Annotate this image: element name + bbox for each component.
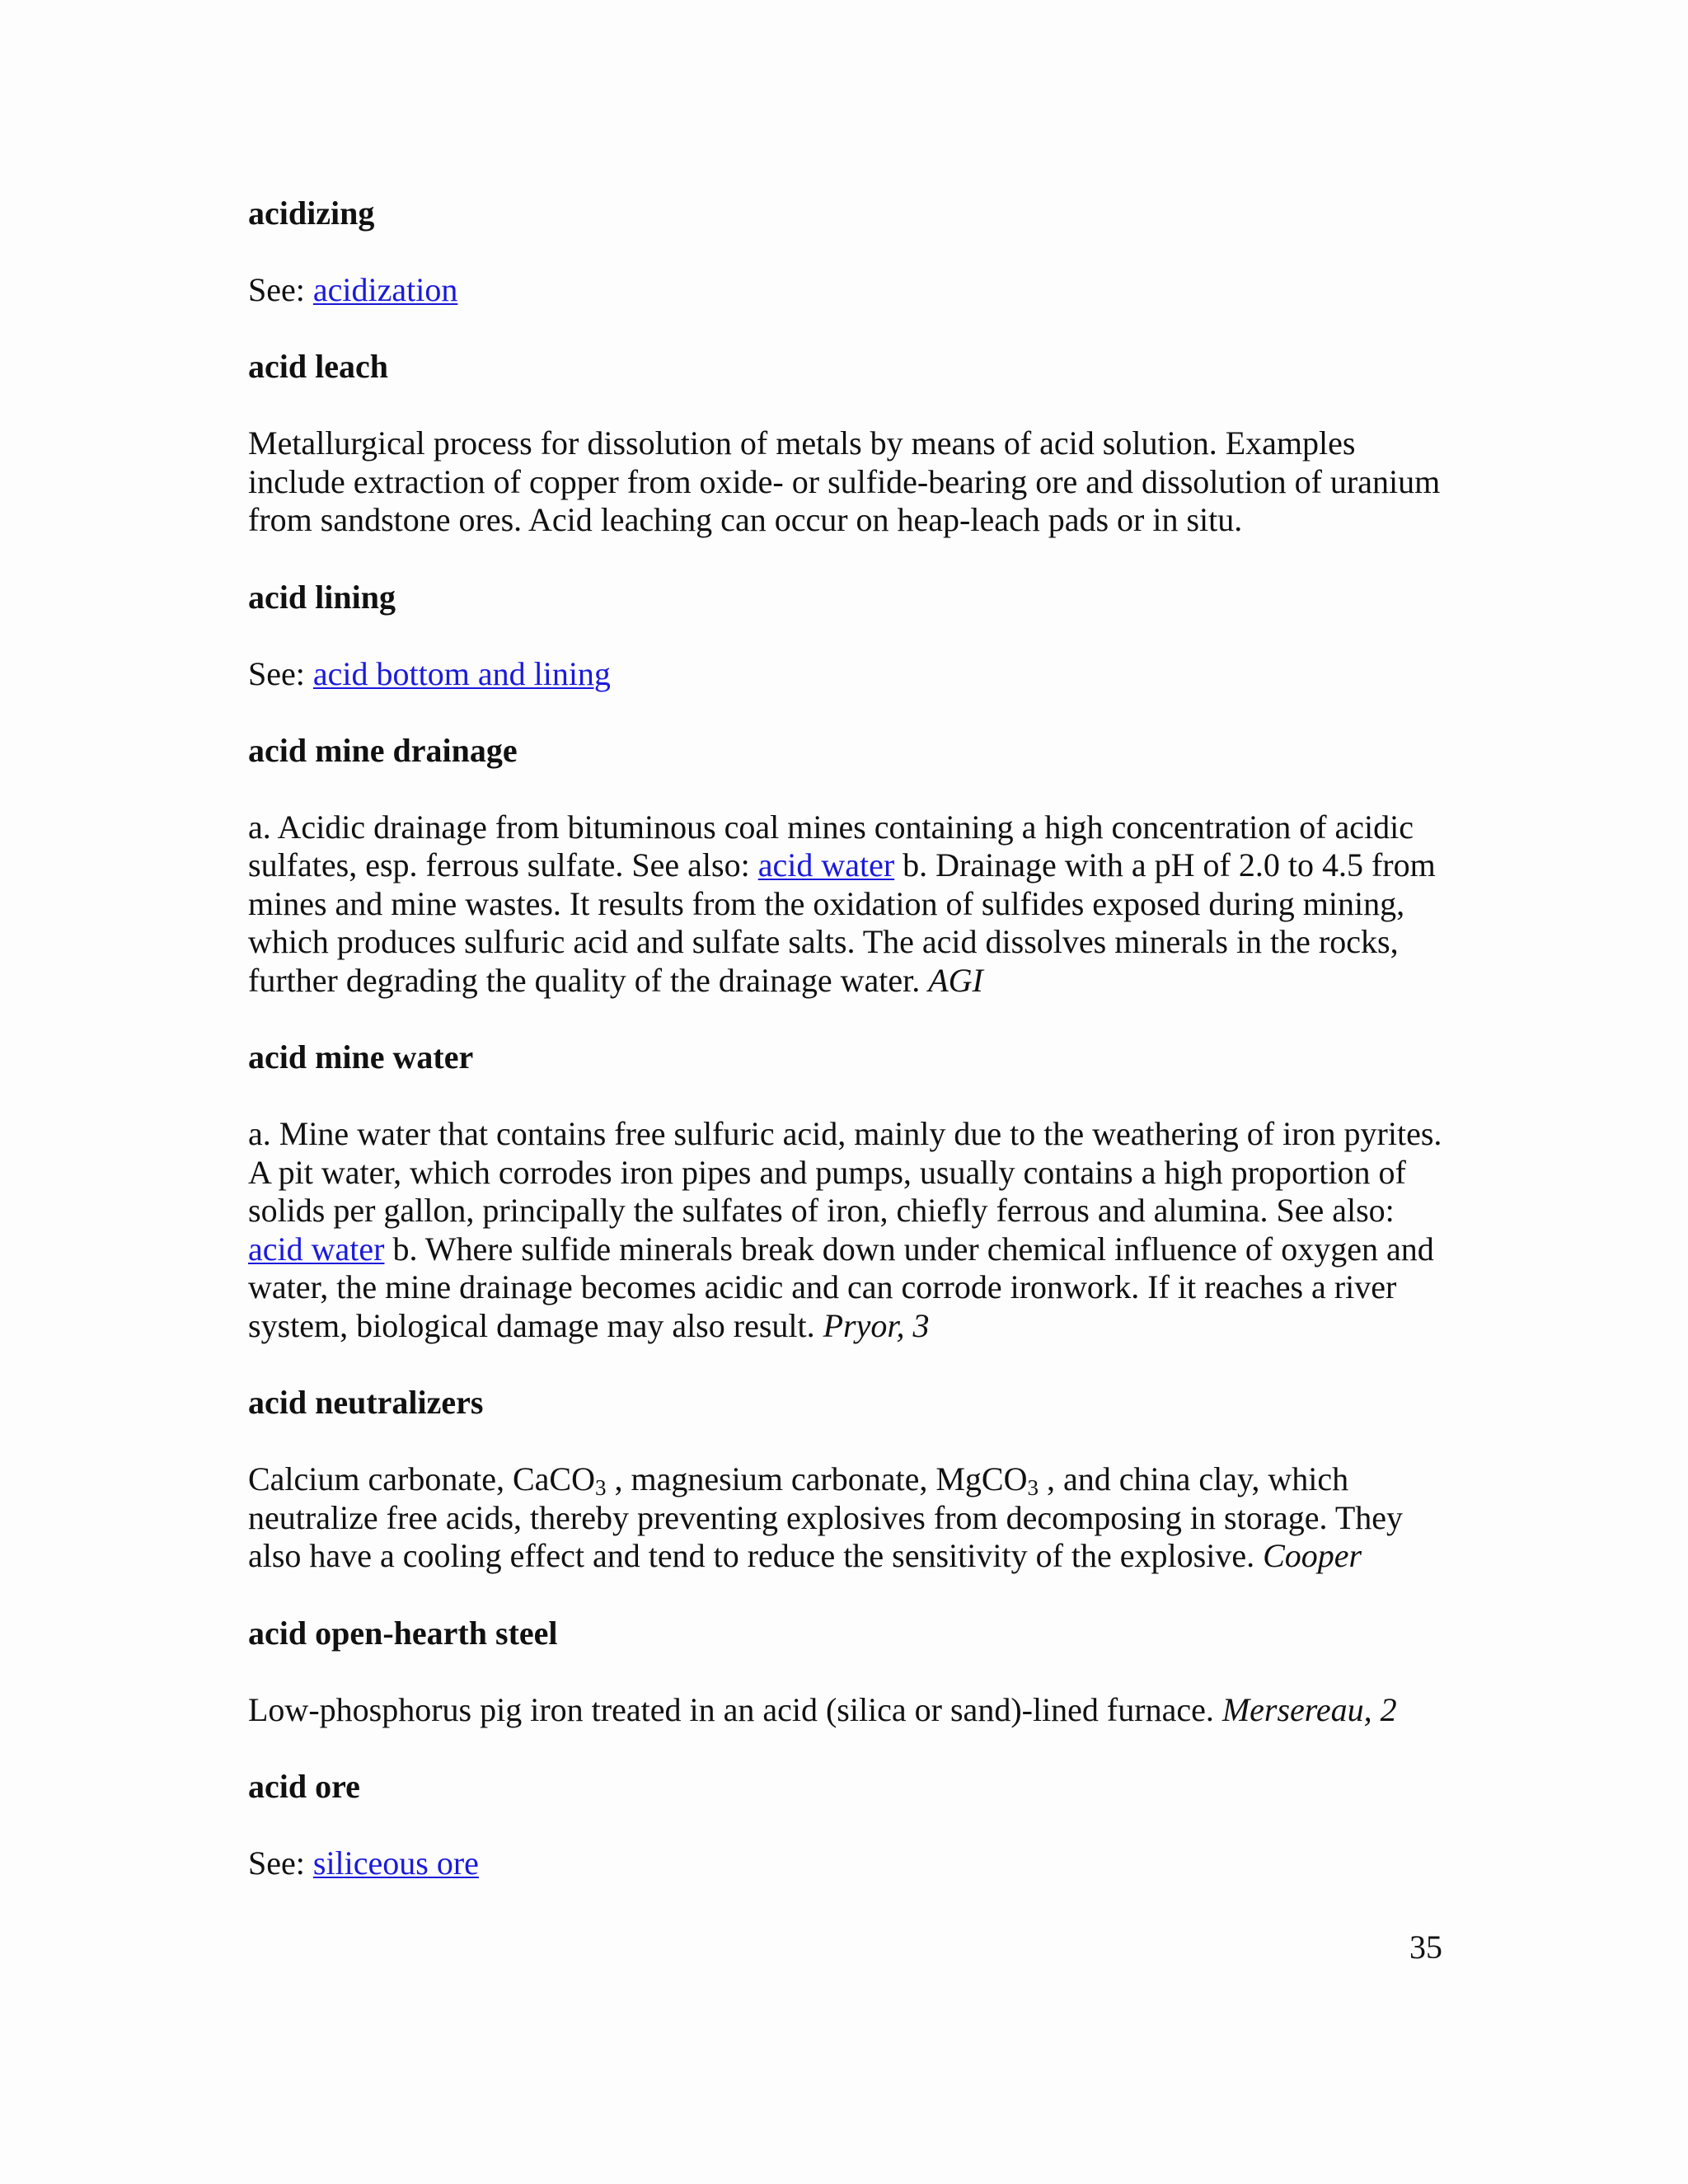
term-heading: acid open-hearth steel	[248, 1614, 558, 1652]
term-heading: acid neutralizers	[248, 1384, 484, 1421]
see-reference	[248, 1844, 1451, 1882]
definition	[248, 808, 1451, 1001]
entry-acid-mine-water	[248, 1038, 1451, 1345]
definition	[248, 1115, 1451, 1345]
definition-text: , and china clay, which neutralize free acids, thereby preventing explosives from decomposing in storage. They also have a cooling effect and tend to reduce the sensitivity of the explosive.	[248, 1460, 1404, 1574]
term-heading: acid leach	[248, 348, 388, 385]
term-heading: acidizing	[248, 194, 375, 232]
source-citation: Pryor, 3	[823, 1306, 930, 1344]
definition-text: Calcium carbonate, CaCO	[248, 1460, 595, 1497]
entry-acid-open-hearth-steel	[248, 1615, 1451, 1730]
term-heading: acid mine water	[248, 1038, 474, 1076]
definition: Metallurgical process for dissolution of metals by means of acid solution. Examples include extraction of copper from oxide- or sulfide-bearing ore and dissolution of uranium from sandstone ores. Acid leaching can occur on heap-leach pads or in situ.	[248, 424, 1441, 538]
definition-part-a: a. Acidic drainage from bituminous coal mines containing a high concentration of acidic sulfates, esp. ferrous sulfate. See also:	[248, 808, 1414, 883]
source-citation: Mersereau, 2	[1221, 1690, 1397, 1728]
source-citation: Cooper	[1263, 1537, 1362, 1574]
term-heading: acid mine drainage	[248, 731, 518, 769]
subscript: 3	[1027, 1475, 1039, 1500]
source-citation: AGI	[928, 961, 983, 999]
link-acid-bottom-and-lining[interactable]: acid bottom and lining	[312, 654, 611, 692]
entry-acid-mine-drainage	[248, 732, 1451, 1001]
link-siliceous-ore[interactable]: siliceous ore	[312, 1844, 479, 1882]
see-prefix: See:	[248, 1844, 305, 1882]
link-acidization[interactable]: acidization	[312, 271, 458, 308]
subscript: 3	[594, 1475, 607, 1500]
link-acid-water[interactable]: acid water	[757, 846, 895, 883]
see-reference	[248, 271, 1451, 309]
glossary-page	[248, 194, 1451, 1921]
definition-text: Low-phosphorus pig iron treated in an acid (silica or sand)-lined furnace.	[248, 1690, 1214, 1728]
see-prefix: See:	[248, 271, 305, 308]
link-acid-water[interactable]: acid water	[248, 1230, 385, 1268]
definition-part-b: b. Where sulfide minerals break down under chemical influence of oxygen and water, the mine drainage becomes acidic and can corrode ironwork. If it reaches a river system, biological damage may also result.	[248, 1230, 1434, 1344]
term-heading: acid ore	[248, 1768, 360, 1805]
entry-acidizing	[248, 194, 1451, 309]
see-prefix: See:	[248, 654, 305, 692]
definition-part-b: b. Drainage with a pH of 2.0 to 4.5 from mines and mine wastes. It results from the oxidation of sulfides exposed during mining, which produces sulfuric acid and sulfate salts. The acid dissolves minerals in the rocks, further degrading the quality of the drainage water.	[248, 846, 1436, 999]
entry-acid-neutralizers	[248, 1384, 1451, 1576]
definition-part-a: a. Mine water that contains free sulfuric acid, mainly due to the weathering of iron pyrites. A pit water, which corrodes iron pipes and pumps, usually contains a high proportion of solids per gallon, principally the sulfates of iron, chiefly ferrous and alumina. See also:	[248, 1115, 1442, 1229]
definition-text: , magnesium carbonate, MgCO	[606, 1460, 1028, 1497]
term-heading: acid lining	[248, 578, 396, 616]
definition	[248, 1691, 1451, 1730]
see-reference	[248, 655, 1451, 693]
page-number: 35	[1409, 1929, 1442, 1966]
definition	[248, 1460, 1451, 1576]
entry-acid-ore	[248, 1768, 1451, 1882]
entry-acid-leach	[248, 348, 1451, 540]
entry-acid-lining	[248, 579, 1451, 693]
